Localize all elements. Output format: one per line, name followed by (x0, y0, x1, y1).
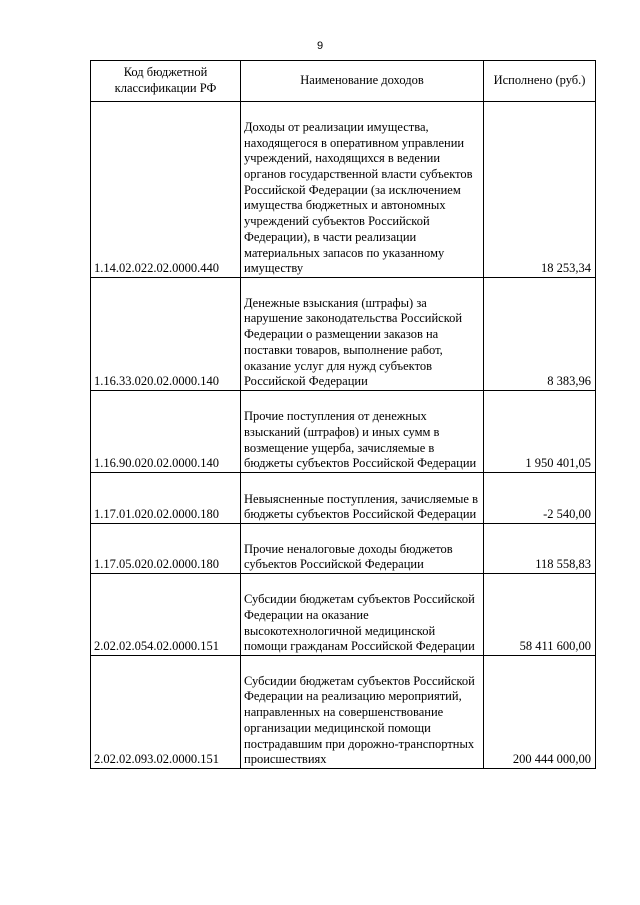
header-code: Код бюджетной классификации РФ (91, 61, 241, 102)
revenue-name: Доходы от реализации имущества, находящегося в оперативном управлении учреждений, находящихся в ведении органов государственной власти субъектов Российской Федерации (за исключением имущества бюджетных и автономных учреждений субъектов Российской Федерации), в части реализации материальных запасов по указанному имуществу (241, 102, 484, 278)
header-name: Наименование доходов (241, 61, 484, 102)
table-row (91, 278, 596, 391)
revenue-name: Субсидии бюджетам субъектов Российской Федерации на оказание высокотехнологичной медицинской помощи гражданам Российской Федерации (241, 574, 484, 656)
table-header-row (91, 61, 596, 102)
budget-code: 1.16.90.020.02.0000.140 (91, 391, 241, 473)
budget-code: 2.02.02.093.02.0000.151 (91, 656, 241, 769)
table-row (91, 574, 596, 656)
executed-amount: 200 444 000,00 (484, 656, 596, 769)
table-row (91, 391, 596, 473)
executed-amount: 8 383,96 (484, 278, 596, 391)
budget-code: 1.16.33.020.02.0000.140 (91, 278, 241, 391)
budget-code: 1.17.01.020.02.0000.180 (91, 473, 241, 524)
executed-amount: -2 540,00 (484, 473, 596, 524)
header-amount: Исполнено (руб.) (484, 61, 596, 102)
budget-code: 2.02.02.054.02.0000.151 (91, 574, 241, 656)
revenue-name: Денежные взыскания (штрафы) за нарушение законодательства Российской Федерации о размещении заказов на поставки товаров, выполнение работ, оказание услуг для нужд субъектов Российской Федерации (241, 278, 484, 391)
page-number: 9 (316, 40, 324, 52)
revenue-table (90, 60, 596, 769)
executed-amount: 18 253,34 (484, 102, 596, 278)
revenue-name: Субсидии бюджетам субъектов Российской Федерации на реализацию мероприятий, направленных на совершенствование организации медицинской помощи пострадавшим при дорожно-транспортных происшествиях (241, 656, 484, 769)
revenue-name: Прочие неналоговые доходы бюджетов субъектов Российской Федерации (241, 524, 484, 574)
executed-amount: 1 950 401,05 (484, 391, 596, 473)
table-row (91, 656, 596, 769)
budget-code: 1.14.02.022.02.0000.440 (91, 102, 241, 278)
table-row (91, 524, 596, 574)
table-row (91, 473, 596, 524)
executed-amount: 58 411 600,00 (484, 574, 596, 656)
revenue-name: Прочие поступления от денежных взысканий (штрафов) и иных сумм в возмещение ущерба, зачисляемые в бюджеты субъектов Российской Федерации (241, 391, 484, 473)
executed-amount: 118 558,83 (484, 524, 596, 574)
revenue-name: Невыясненные поступления, зачисляемые в бюджеты субъектов Российской Федерации (241, 473, 484, 524)
table-row (91, 102, 596, 278)
budget-code: 1.17.05.020.02.0000.180 (91, 524, 241, 574)
